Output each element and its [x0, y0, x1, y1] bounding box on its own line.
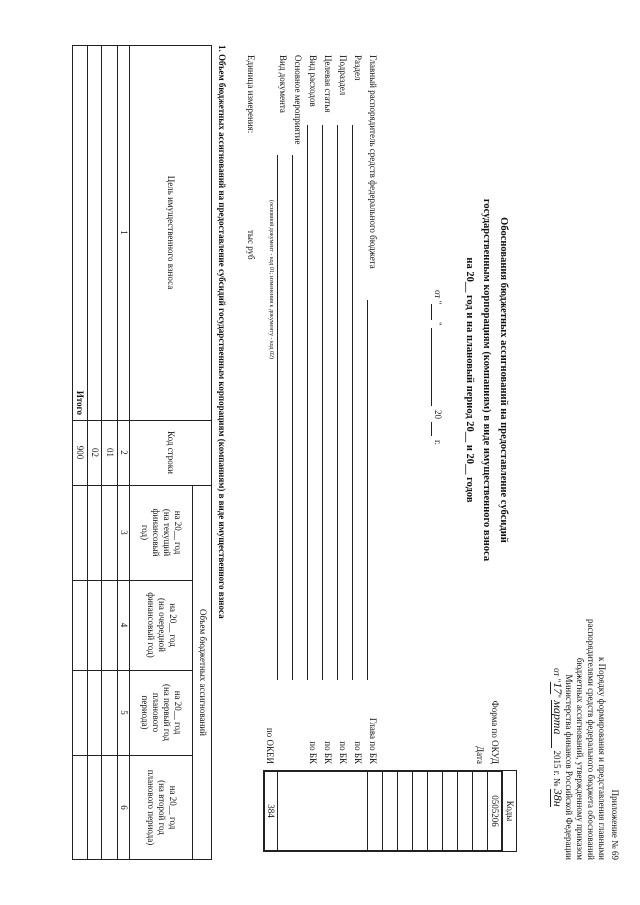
- field-line-0: [367, 300, 368, 680]
- title-line-3: на 20__ год и на плановый период 20__ и 20__ годов: [464, 257, 475, 503]
- annex-day: 17: [551, 682, 565, 695]
- col-num-4: 4: [119, 622, 130, 628]
- annex-line-4: бюджетных ассигнований, утвержденному приказом: [575, 657, 585, 860]
- col6-header: на 20__ год (на второй год планового периода): [146, 769, 178, 846]
- date-from: от ": [433, 290, 443, 305]
- codes-header-cell: [502, 770, 517, 852]
- col3-header: на 20__ год (на текущий финансовый год): [140, 508, 184, 557]
- annex-month: марта: [551, 700, 563, 748]
- date-g: г.: [433, 440, 443, 445]
- section1-heading: 1. Объем бюджетных ассигнований на предоставление субсидий государственным корпорациям (компаниям) в виде имущественного взноса: [217, 45, 227, 619]
- doc-note: (основной документ - код 01; изменения к документу - код 02): [268, 200, 274, 359]
- annex-year: 2015 г. №: [552, 750, 562, 787]
- date-label: Дата: [475, 746, 485, 764]
- date-year: 20: [433, 410, 443, 419]
- annex-line-1: Приложение № 69: [610, 789, 620, 860]
- col-group-header: Объем бюджетных ассигнований: [198, 609, 208, 736]
- annex-line-3: распорядителями средств федерального бюджета обоснований: [586, 618, 596, 860]
- field-label-6: Вид документа: [278, 55, 288, 113]
- row-code-01: 01: [105, 448, 116, 457]
- field-label-3: Целевая статья: [323, 55, 333, 113]
- title-line-1: Обоснования бюджетных ассигнований на предоставление субсидий: [498, 217, 509, 543]
- annex-quote: ": [552, 694, 562, 698]
- field-code-0: Глава по БК: [368, 717, 378, 764]
- annex-line-5: Министерства финансов Российской Федерации: [564, 674, 574, 860]
- field-line-2: [337, 125, 338, 680]
- codes-header: Коды: [505, 800, 515, 822]
- annex-number: 38н: [551, 788, 565, 807]
- col-num-3: 3: [119, 530, 130, 535]
- unit-label: Единица измерения:: [246, 55, 256, 134]
- date-quote: ": [433, 322, 443, 326]
- col-num-2: 2: [119, 450, 130, 455]
- field-line-5: [292, 155, 293, 680]
- col4-header: на 20__ год (на очередной финансовый год): [146, 592, 178, 658]
- title-line-2: государственным корпорациям (компаниям) в виде имущественного взноса: [481, 198, 492, 562]
- okei-value: 384: [266, 804, 276, 818]
- unit-value: тыс руб: [246, 230, 256, 260]
- col-num-6: 6: [119, 805, 130, 810]
- col5-header: на 20__ год (на первый год планового периода): [140, 683, 184, 742]
- field-code-4: по БК: [308, 741, 318, 764]
- okud-value: 0505206: [490, 795, 500, 827]
- col-num-1: 1: [119, 230, 130, 235]
- field-code-1: по БК: [353, 741, 363, 764]
- field-code-3: по БК: [323, 741, 333, 764]
- codes-box: [263, 770, 503, 852]
- annex-from: от ": [552, 668, 562, 683]
- field-label-2: Подраздел: [338, 55, 348, 96]
- col-goal-header: Цель имущественного взноса: [166, 175, 177, 290]
- field-label-0: Главный распорядитель средств федерального бюджета: [368, 55, 378, 269]
- col-num-5: 5: [119, 710, 130, 715]
- field-line-3: [322, 125, 323, 680]
- annex-line-6: [551, 668, 563, 807]
- field-code-2: по БК: [338, 741, 348, 764]
- field-line-6: [277, 155, 278, 680]
- col-code-header: Код строки: [166, 431, 177, 474]
- field-line-4: [307, 125, 308, 680]
- okud-label: Форма по ОКУД: [490, 700, 500, 764]
- annex-line-2: к Порядку формирования и представления главными: [597, 656, 607, 860]
- total-code: 900: [75, 445, 86, 460]
- field-label-4: Вид расходов: [308, 55, 318, 107]
- field-label-1: Раздел: [353, 55, 363, 81]
- row-code-02: 02: [90, 448, 101, 457]
- field-line-1: [352, 125, 353, 680]
- total-label: Итого: [75, 390, 86, 415]
- okei-label: по ОКЕИ: [265, 727, 275, 764]
- field-label-5: Основное мероприятие: [293, 55, 303, 145]
